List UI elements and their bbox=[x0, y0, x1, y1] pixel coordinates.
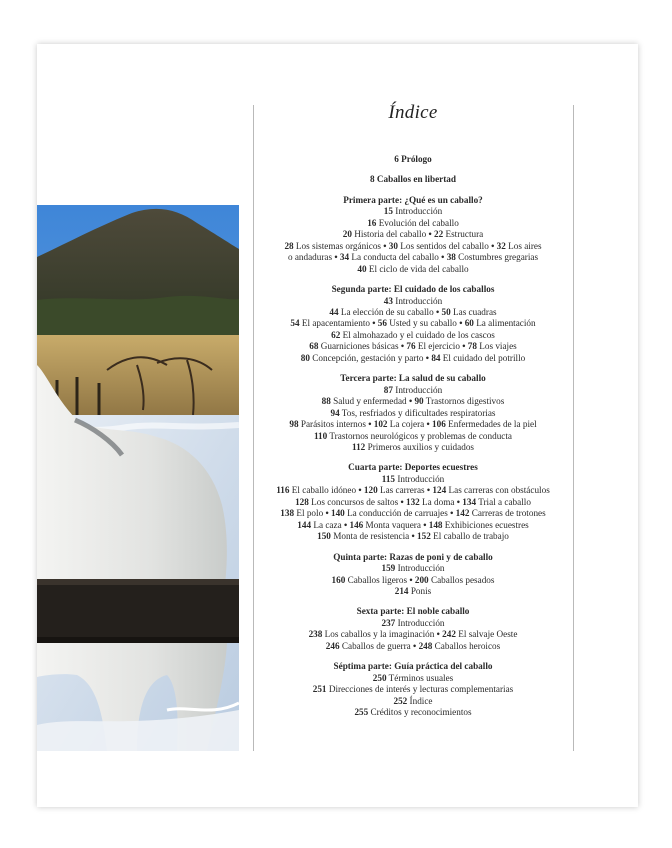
toc-line bbox=[268, 442, 558, 453]
bullet-separator: • bbox=[365, 419, 374, 430]
bullet-separator: • bbox=[488, 240, 497, 251]
page-number: 159 bbox=[381, 563, 396, 574]
entry-title: El almohazado y el cuidado de los cascos bbox=[342, 329, 495, 340]
bullet-separator: • bbox=[447, 508, 456, 519]
page-number: 102 bbox=[373, 419, 388, 430]
page-number: 76 bbox=[406, 341, 416, 352]
section-gap bbox=[268, 652, 558, 661]
entry-title: Introducción bbox=[395, 295, 443, 306]
page-number: 44 bbox=[329, 306, 339, 317]
horse-photo bbox=[37, 205, 239, 751]
bullet-separator: • bbox=[420, 519, 429, 530]
page-number: 56 bbox=[377, 318, 387, 329]
page-number: 132 bbox=[405, 496, 420, 507]
page-number: 84 bbox=[431, 352, 441, 363]
page-number: 32 bbox=[496, 240, 506, 251]
page-number: 112 bbox=[352, 441, 366, 452]
bullet-separator: • bbox=[454, 496, 463, 507]
toc-line bbox=[268, 563, 558, 574]
entry-title: La conducción de carruajes bbox=[347, 508, 448, 519]
page-number: 16 bbox=[367, 217, 377, 228]
toc-line bbox=[268, 341, 558, 352]
bullet-separator: • bbox=[410, 640, 419, 651]
entry-title: Trastornos digestivos bbox=[425, 396, 505, 407]
entry-title: Las cuadras bbox=[453, 306, 497, 317]
page-number: 138 bbox=[280, 508, 295, 519]
entry-title: Guarniciones básicas bbox=[320, 341, 399, 352]
page-number: 128 bbox=[295, 496, 309, 507]
section-heading: Séptima parte: Guía práctica del caballo bbox=[333, 661, 493, 672]
entry-title: Las carreras con obstáculos bbox=[448, 485, 550, 496]
page-number: 78 bbox=[467, 341, 477, 352]
entry-title: Trial a caballo bbox=[478, 496, 531, 507]
entry-title: El cuidado del potrillo bbox=[442, 352, 526, 363]
page-number: 150 bbox=[317, 531, 331, 542]
entry-title: Los concursos de saltos bbox=[311, 496, 399, 507]
entry-title: Introducción bbox=[397, 617, 445, 628]
section-heading: Tercera parte: La salud de su caballo bbox=[340, 373, 486, 384]
bullet-separator: • bbox=[341, 519, 350, 530]
entry-title: Los aires bbox=[508, 240, 542, 251]
section-heading: 8 Caballos en libertad bbox=[369, 174, 456, 185]
entry-title: Direcciones de interés y lecturas complementarias bbox=[328, 684, 514, 695]
page-number: 248 bbox=[418, 640, 433, 651]
page-number: 124 bbox=[432, 485, 447, 496]
toc-line bbox=[268, 318, 558, 329]
entry-title: Salud y enfermedad bbox=[333, 396, 407, 407]
page-number: 54 bbox=[290, 318, 300, 329]
bullet-separator: • bbox=[369, 318, 378, 329]
entry-title: Introducción bbox=[395, 206, 443, 217]
table-of-contents bbox=[268, 102, 558, 718]
section-gap bbox=[268, 364, 558, 373]
entry-title: Evolución del caballo bbox=[378, 217, 459, 228]
page-number: 90 bbox=[414, 396, 424, 407]
page-number: 60 bbox=[464, 318, 474, 329]
entry-title: El ciclo de vida del caballo bbox=[368, 263, 469, 274]
entry-title: El salvaje Oeste bbox=[458, 629, 518, 640]
page-number: 142 bbox=[455, 508, 470, 519]
page-number: 251 bbox=[312, 684, 327, 695]
toc-line bbox=[268, 408, 558, 419]
entry-title: El caballo de trabajo bbox=[433, 531, 509, 542]
bullet-separator: • bbox=[459, 341, 468, 352]
entry-title: Los caballos y la imaginación bbox=[324, 629, 435, 640]
bullet-separator: • bbox=[409, 531, 418, 542]
bullet-separator: • bbox=[456, 318, 465, 329]
entry-title: Las carreras bbox=[379, 485, 425, 496]
entry-title: El polo bbox=[296, 508, 324, 519]
section-gap bbox=[268, 543, 558, 552]
toc-body bbox=[268, 154, 558, 718]
entry-title: Caballos de guerra bbox=[341, 640, 411, 651]
bullet-separator: • bbox=[332, 252, 340, 263]
page-number: 94 bbox=[330, 407, 340, 418]
page-number: 68 bbox=[309, 341, 319, 352]
page-number: 144 bbox=[297, 519, 312, 530]
page-number: 15 bbox=[383, 206, 393, 217]
bullet-separator: • bbox=[433, 306, 442, 317]
section-heading: 6 Prólogo bbox=[394, 154, 432, 164]
page-number: 116 bbox=[276, 485, 290, 496]
toc-line bbox=[268, 531, 558, 542]
entry-title: Índice bbox=[409, 695, 433, 706]
entry-title: La alimentación bbox=[476, 318, 536, 329]
toc-line bbox=[268, 396, 558, 407]
bullet-separator: • bbox=[438, 252, 447, 263]
toc-line bbox=[268, 707, 558, 718]
page-number: 87 bbox=[383, 384, 393, 395]
page-number: 160 bbox=[331, 574, 346, 585]
section-gap bbox=[268, 165, 558, 174]
toc-line bbox=[268, 218, 558, 229]
page-number: 62 bbox=[331, 329, 341, 340]
section-heading: Quinta parte: Razas de poni y de caballo bbox=[333, 551, 493, 562]
bullet-separator: • bbox=[424, 419, 433, 430]
toc-line bbox=[268, 586, 558, 597]
bullet-separator: • bbox=[398, 341, 407, 352]
toc-line bbox=[268, 520, 558, 531]
bullet-separator: • bbox=[434, 629, 443, 640]
entry-title: Costumbres gregarias bbox=[458, 252, 539, 263]
page-number: 110 bbox=[313, 430, 328, 441]
page-number: 152 bbox=[417, 531, 431, 542]
entry-title: Parásitos internos bbox=[300, 419, 366, 430]
page-number: 214 bbox=[394, 585, 409, 596]
entry-title: Los viajes bbox=[479, 341, 517, 352]
section-heading: Segunda parte: El cuidado de los caballos bbox=[331, 284, 495, 295]
bullet-separator: • bbox=[423, 352, 432, 363]
entry-title: Introducción bbox=[395, 384, 443, 395]
page-number: 140 bbox=[330, 508, 345, 519]
page-number: 40 bbox=[357, 263, 367, 274]
toc-line bbox=[268, 485, 558, 496]
entry-title: Trastornos neurológicos y problemas de conducta bbox=[329, 430, 513, 441]
page-number: 28 bbox=[284, 240, 294, 251]
entry-title: Tos, resfriados y dificultades respiratorias bbox=[341, 407, 496, 418]
section-heading: Sexta parte: El noble caballo bbox=[356, 606, 470, 617]
page-number: 88 bbox=[321, 396, 331, 407]
entry-title: Introducción bbox=[397, 563, 445, 574]
page-number: 115 bbox=[381, 473, 396, 484]
entry-title: o andaduras bbox=[287, 252, 333, 263]
page-number: 252 bbox=[393, 695, 408, 706]
toc-line bbox=[268, 385, 558, 396]
page-number: 30 bbox=[388, 240, 398, 251]
toc-line bbox=[268, 474, 558, 485]
entry-title: Términos usuales bbox=[388, 672, 454, 683]
toc-line bbox=[268, 497, 558, 508]
page-number: 38 bbox=[446, 252, 456, 263]
page-number: 238 bbox=[308, 629, 323, 640]
entry-title: Créditos y reconocimientos bbox=[370, 707, 472, 718]
toc-line bbox=[268, 252, 558, 263]
page-number: 250 bbox=[372, 672, 387, 683]
page-number: 80 bbox=[300, 352, 310, 363]
page-number: 98 bbox=[289, 419, 299, 430]
toc-line bbox=[268, 641, 558, 652]
toc-line bbox=[268, 575, 558, 586]
toc-line bbox=[268, 353, 558, 364]
section-gap bbox=[268, 453, 558, 462]
page-number: 200 bbox=[414, 574, 429, 585]
entry-title: Estructura bbox=[445, 229, 484, 240]
toc-line bbox=[268, 296, 558, 307]
entry-title: Ponis bbox=[410, 585, 432, 596]
toc-line bbox=[268, 307, 558, 318]
bullet-separator: • bbox=[406, 396, 415, 407]
entry-title: Primeros auxilios y cuidados bbox=[367, 441, 474, 452]
page-number: 146 bbox=[349, 519, 364, 530]
toc-line bbox=[268, 330, 558, 341]
toc-line bbox=[268, 696, 558, 707]
section-gap bbox=[268, 597, 558, 606]
entry-title: Caballos ligeros bbox=[347, 574, 408, 585]
entry-title: Caballos heroicos bbox=[434, 640, 501, 651]
entry-title: La caza bbox=[313, 519, 342, 530]
entry-title: La conducta del caballo bbox=[351, 252, 439, 263]
entry-title: La elección de su caballo bbox=[340, 306, 434, 317]
entry-title: Los sentidos del caballo bbox=[400, 240, 489, 251]
entry-title: El ejercicio bbox=[417, 341, 460, 352]
page-number: 246 bbox=[325, 640, 340, 651]
toc-line bbox=[268, 618, 558, 629]
page-number: 255 bbox=[354, 707, 369, 718]
section-heading: Primera parte: ¿Qué es un caballo? bbox=[343, 194, 483, 205]
bullet-separator: • bbox=[407, 574, 415, 585]
page-number: 134 bbox=[462, 496, 477, 507]
section-gap bbox=[268, 275, 558, 284]
page-number: 50 bbox=[441, 306, 451, 317]
bullet-separator: • bbox=[356, 485, 364, 496]
entry-title: Introducción bbox=[397, 473, 445, 484]
entry-title: La cojera bbox=[389, 419, 425, 430]
entry-title: Los sistemas orgánicos bbox=[295, 240, 381, 251]
toc-line bbox=[268, 431, 558, 442]
page-number: 237 bbox=[381, 617, 396, 628]
toc-line bbox=[268, 241, 558, 252]
entry-title: El caballo idóneo bbox=[291, 485, 357, 496]
entry-title: Caballos pesados bbox=[430, 574, 495, 585]
toc-line bbox=[268, 264, 558, 275]
entry-title: Usted y su caballo bbox=[389, 318, 457, 329]
entry-title: Enfermedades de la piel bbox=[448, 419, 537, 430]
entry-title: Historia del caballo bbox=[354, 229, 427, 240]
entry-title: La doma bbox=[422, 496, 455, 507]
page-number: 43 bbox=[383, 295, 393, 306]
bullet-separator: • bbox=[323, 508, 331, 519]
toc-line bbox=[268, 673, 558, 684]
toc-line bbox=[268, 419, 558, 430]
entry-title: Concepción, gestación y parto bbox=[312, 352, 424, 363]
page-number: 34 bbox=[339, 252, 350, 263]
page-number: 20 bbox=[342, 229, 352, 240]
toc-line bbox=[268, 229, 558, 240]
page-title: Índice bbox=[388, 102, 438, 123]
bullet-separator: • bbox=[424, 485, 433, 496]
page-number: 148 bbox=[428, 519, 443, 530]
page-number: 22 bbox=[434, 229, 444, 240]
entry-title: Monta vaquera bbox=[365, 519, 421, 530]
entry-title: Monta de resistencia bbox=[333, 531, 410, 542]
column-rule-right bbox=[573, 105, 574, 751]
entry-title: Exhibiciones ecuestres bbox=[444, 519, 529, 530]
bullet-separator: • bbox=[426, 229, 434, 240]
page-number: 120 bbox=[363, 485, 378, 496]
page-number: 106 bbox=[432, 419, 446, 430]
toc-line bbox=[268, 629, 558, 640]
bullet-separator: • bbox=[398, 496, 406, 507]
page-number: 242 bbox=[442, 629, 456, 640]
section-gap bbox=[268, 186, 558, 195]
column-rule-left bbox=[253, 105, 254, 751]
entry-title: El apacentamiento bbox=[301, 318, 370, 329]
section-heading: Cuarta parte: Deportes ecuestres bbox=[348, 462, 478, 473]
toc-line bbox=[268, 206, 558, 217]
toc-line bbox=[268, 508, 558, 519]
bullet-separator: • bbox=[380, 240, 389, 251]
toc-line bbox=[268, 684, 558, 695]
entry-title: Carreras de trotones bbox=[471, 508, 546, 519]
